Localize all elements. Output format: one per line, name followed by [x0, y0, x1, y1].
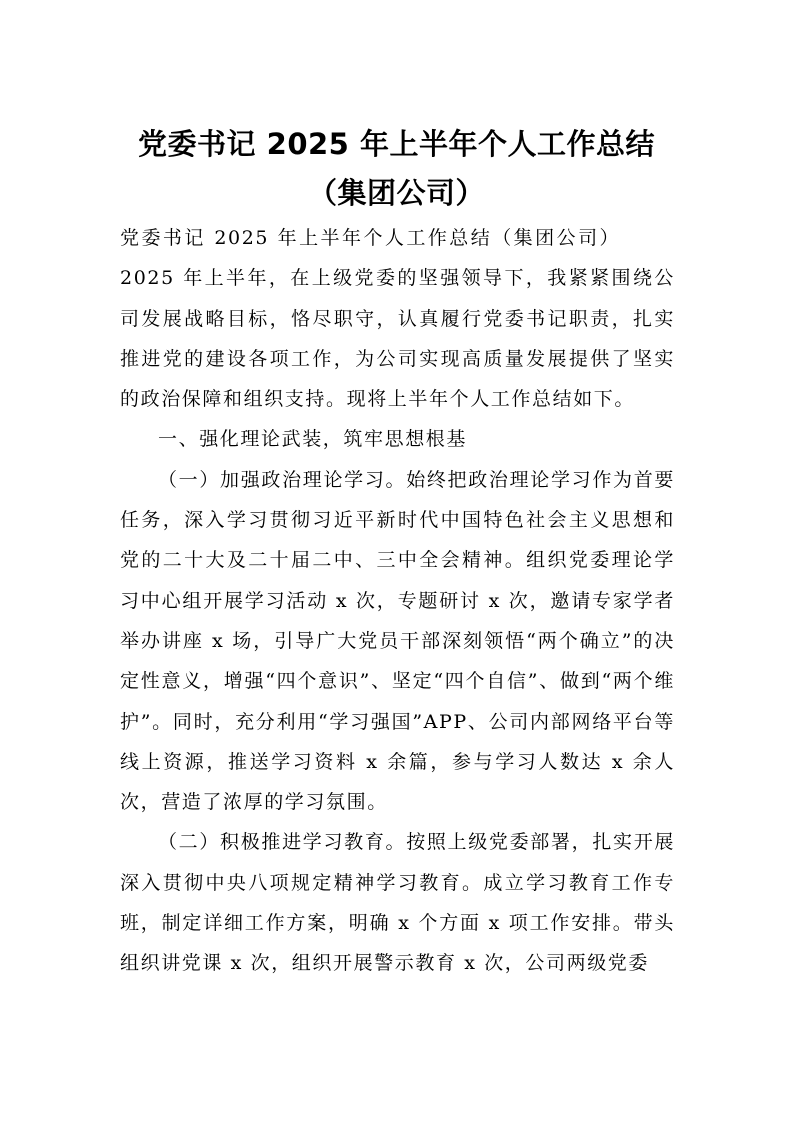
section-heading-1: 一、强化理论武装，筑牢思想根基 — [158, 428, 468, 451]
intro-paragraph — [120, 218, 675, 419]
intro-body: 2025 年上半年，在上级党委的坚强领导下，我紧紧围绕公司发展战略目标，恪尽职守，认真履行党委书记职责，扎实推进党的建设各项工作，为公司实现高质量发展提供了坚实的政治保障和组织支持。现将上半年个人工作总结如下。 — [120, 267, 675, 411]
intro-heading: 党委书记 2025 年上半年个人工作总结（集团公司） — [120, 227, 621, 249]
paragraph-1: （一）加强政治理论学习。始终把政治理论学习作为首要任务，深入学习贯彻习近平新时代中国特色社会主义思想和党的二十大及二十届二中、三中全会精神。组织党委理论学习中心组开展学习活动 x 次，专题研讨 x 次，邀请专家学者举办讲座 x 场，引导广大党员干部深刻领悟“两个确立”的决定性意义，增强“四个意识”、坚定“四个自信”、做到“两个维护”。同时，充分利用“学习强国”APP、公司内部网络平台等线上资源，推送学习资料 x 余篇，参与学习人数达 x 余人次，营造了浓厚的学习氛围。 — [120, 468, 675, 814]
paragraph-2: （二）积极推进学习教育。按照上级党委部署，扎实开展深入贯彻中央八项规定精神学习教育。成立学习教育工作专班，制定详细工作方案，明确 x 个方面 x 项工作安排。带头组织讲党课 x 次，组织开展警示教育 x 次，公司两级党委 — [120, 831, 675, 975]
document-title: 党委书记 2025 年上半年个人工作总结（集团公司） — [138, 127, 655, 210]
document-body — [120, 218, 675, 984]
